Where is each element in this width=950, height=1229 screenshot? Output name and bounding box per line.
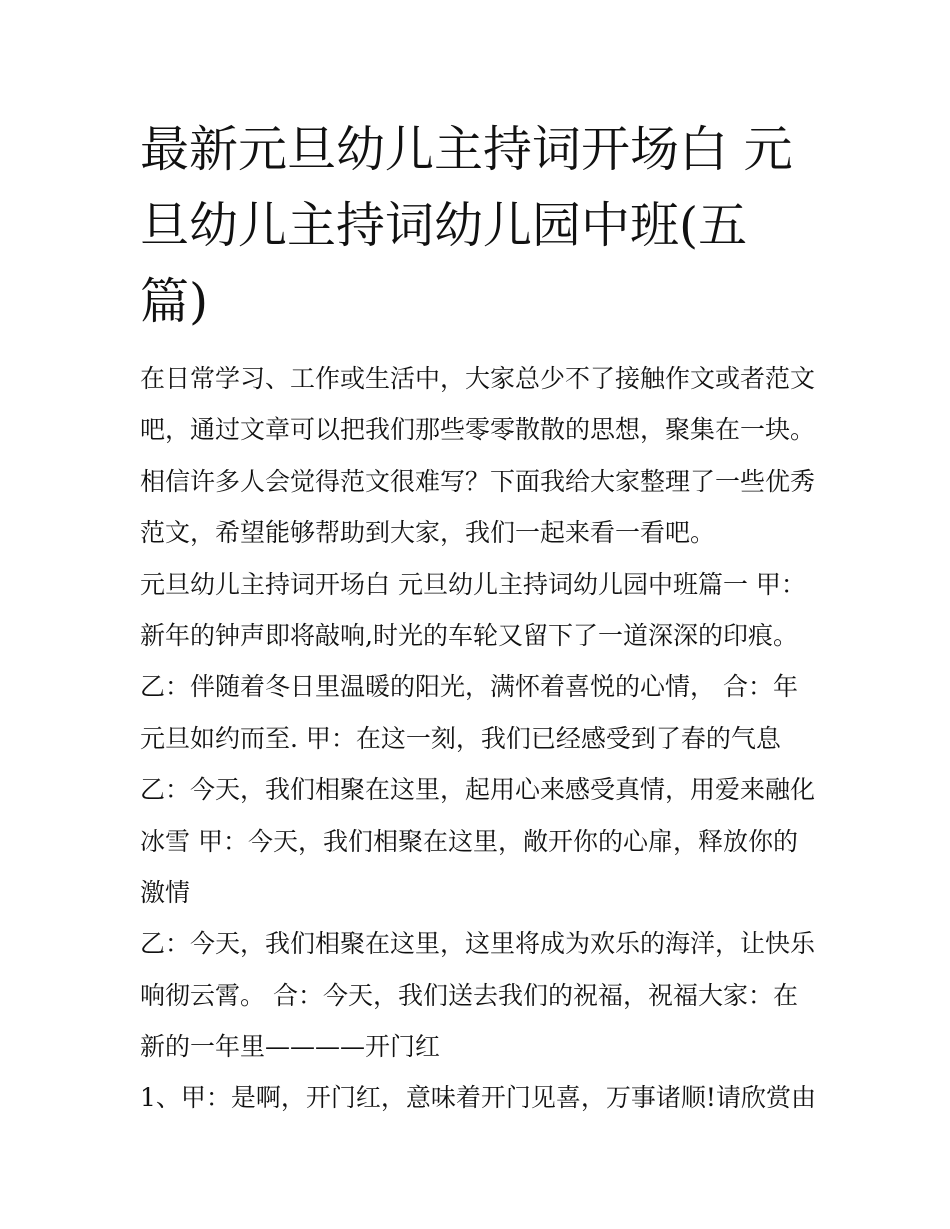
body-line: 乙：今天，我们相聚在这里，这里将成为欢乐的海洋，让快乐: [140, 929, 816, 959]
body-line: 冰雪 甲：今天，我们相聚在这里，敞开你的心扉，释放你的: [140, 826, 798, 856]
body-line: 相信许多人会觉得范文很难写？下面我给大家整理了一些优秀: [140, 466, 816, 496]
document-body: [140, 353, 830, 1124]
body-line: 激情: [140, 877, 191, 907]
body-line: 吧，通过文章可以把我们那些零零散散的思想，聚集在一块。: [140, 415, 816, 445]
body-line: 在日常学习、工作或生活中，大家总少不了接触作文或者范文: [140, 364, 816, 393]
body-line: 元旦如约而至. 甲：在这一刻，我们已经感受到了春的气息: [140, 723, 781, 753]
body-line: 1、甲：是啊，开门红，意味着开门见喜，万事诸顺!请欣赏由: [140, 1083, 816, 1113]
document-title: 最新元旦幼儿主持词开场白 元 旦幼儿主持词幼儿园中班(五 篇): [140, 121, 793, 330]
body-line: 乙：伴随着冬日里温暖的阳光，满怀着喜悦的心情， 合：年: [140, 672, 798, 702]
body-line: 范文，希望能够帮助到大家，我们一起来看一看吧。: [140, 518, 716, 548]
body-line: 响彻云霄。 合：今天，我们送去我们的祝福，祝福大家：在: [140, 980, 798, 1010]
body-line: 新年的钟声即将敲响,时光的车轮又留下了一道深深的印痕。: [140, 620, 798, 650]
body-line: 乙：今天，我们相聚在这里，起用心来感受真情，用爱来融化: [140, 775, 816, 805]
body-line: 新的一年里————开门红: [140, 1032, 441, 1062]
body-line: 元旦幼儿主持词开场白 元旦幼儿主持词幼儿园中班篇一 甲：: [140, 569, 806, 599]
